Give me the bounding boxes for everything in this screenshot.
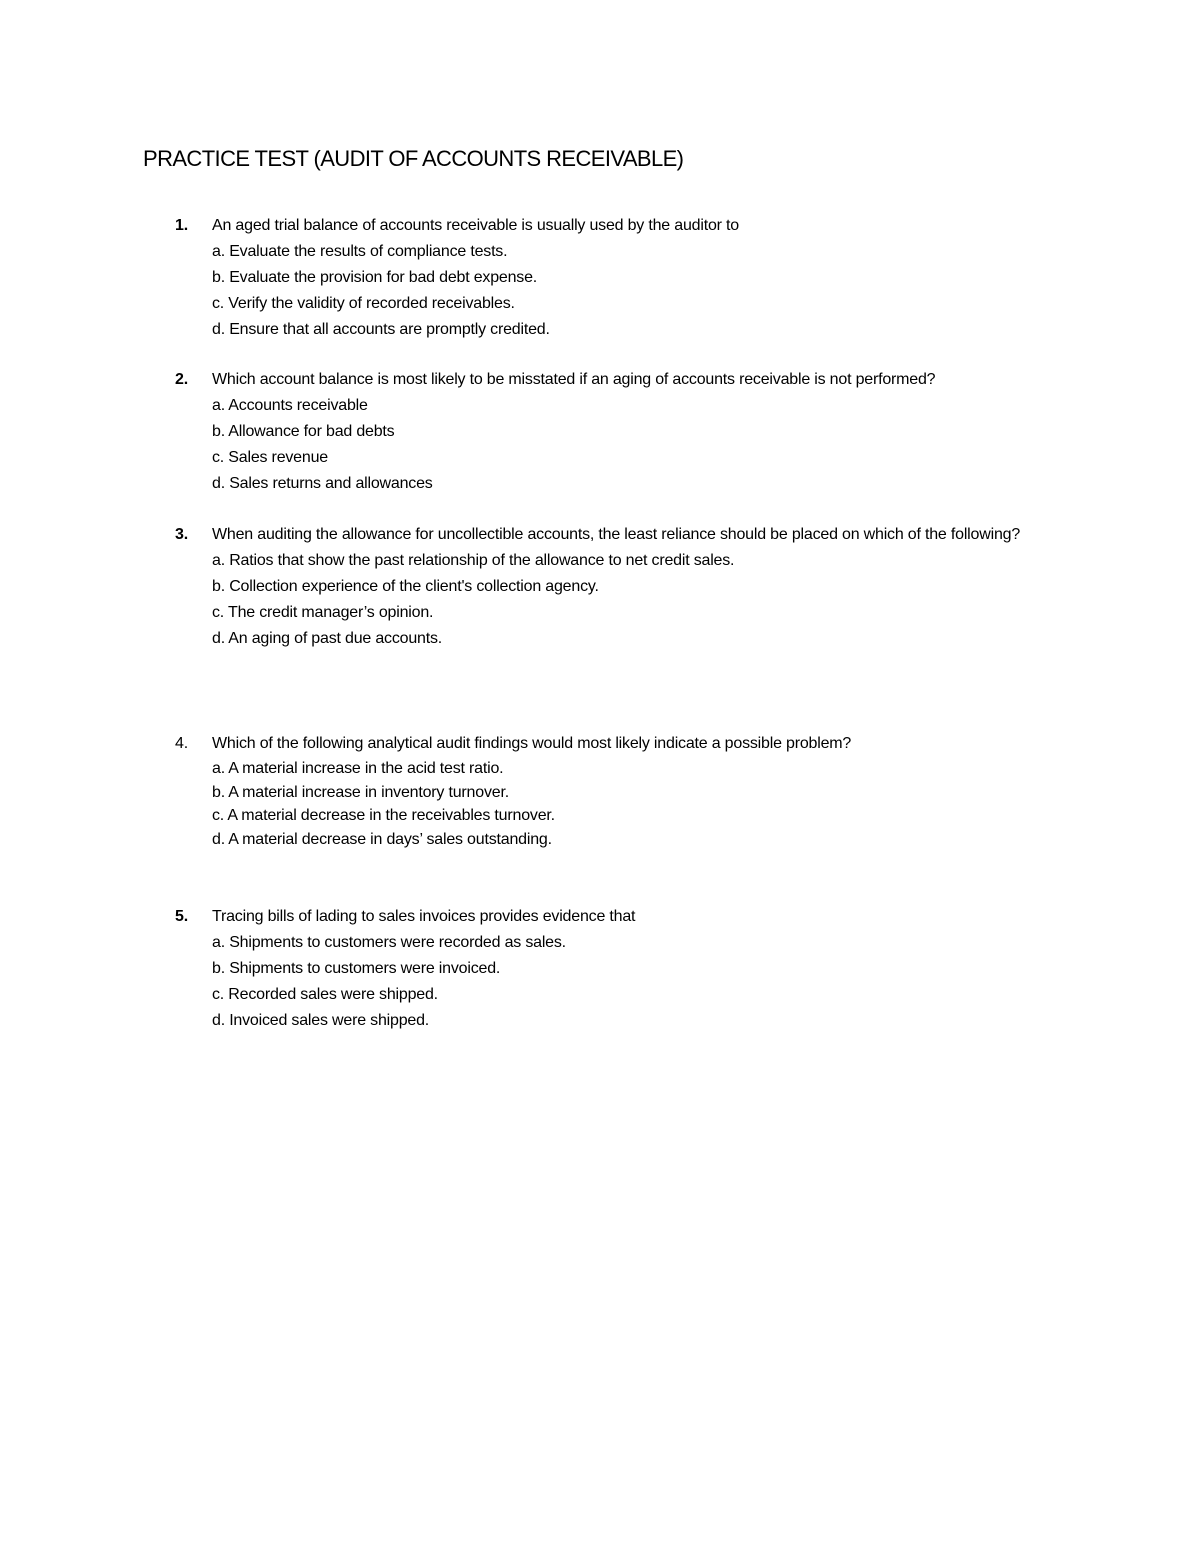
question-4-option-c: c. A material decrease in the receivables turnover. bbox=[212, 807, 555, 824]
question-5-option-a: a. Shipments to customers were recorded as sales. bbox=[212, 934, 566, 951]
question-1-number: 1. bbox=[175, 217, 188, 234]
question-1-option-d: d. Ensure that all accounts are promptly credited. bbox=[212, 321, 550, 338]
question-2-option-c: c. Sales revenue bbox=[212, 449, 328, 466]
question-3-option-b: b. Collection experience of the client's collection agency. bbox=[212, 578, 599, 595]
question-5-options bbox=[212, 930, 1075, 1034]
question-1-options bbox=[212, 239, 1075, 343]
question-4-option-a: a. A material increase in the acid test ratio. bbox=[212, 760, 504, 777]
question-5-option-c: c. Recorded sales were shipped. bbox=[212, 986, 438, 1003]
question-5-option-b: b. Shipments to customers were invoiced. bbox=[212, 960, 501, 977]
question-3-option-a: a. Ratios that show the past relationship of the allowance to net credit sales. bbox=[212, 552, 735, 569]
question-4-option-b: b. A material increase in inventory turnover. bbox=[212, 783, 509, 801]
question-3 bbox=[175, 522, 1075, 652]
question-3-options bbox=[212, 548, 1075, 652]
question-5-option-d: d. Invoiced sales were shipped. bbox=[212, 1012, 430, 1029]
question-2-option-a: a. Accounts receivable bbox=[212, 397, 368, 414]
question-5-stem bbox=[175, 904, 1075, 930]
question-2-number: 2. bbox=[175, 371, 188, 388]
question-4-text: Which of the following analytical audit findings would most likely indicate a possible problem? bbox=[212, 735, 852, 752]
question-3-text: When auditing the allowance for uncollectible accounts, the least reliance should be placed on which of the following? bbox=[212, 526, 1021, 543]
question-3-option-d: d. An aging of past due accounts. bbox=[212, 630, 443, 647]
question-2-stem bbox=[175, 367, 1075, 393]
question-5-text: Tracing bills of lading to sales invoices provides evidence that bbox=[212, 908, 636, 925]
question-2-option-b: b. Allowance for bad debts bbox=[212, 423, 395, 440]
question-3-number: 3. bbox=[175, 526, 188, 543]
question-4-number: 4. bbox=[175, 735, 188, 752]
question-3-option-c: c. The credit manager’s opinion. bbox=[212, 604, 434, 621]
question-1-stem bbox=[175, 213, 1075, 239]
question-4-option-d: d. A material decrease in days’ sales outstanding. bbox=[212, 830, 552, 848]
question-1-option-b: b. Evaluate the provision for bad debt expense. bbox=[212, 269, 538, 286]
question-4 bbox=[175, 731, 1075, 851]
question-5 bbox=[175, 904, 1075, 1034]
question-1-text: An aged trial balance of accounts receivable is usually used by the auditor to bbox=[212, 217, 739, 234]
question-1-option-c: c. Verify the validity of recorded receivables. bbox=[212, 295, 515, 312]
question-5-number: 5. bbox=[175, 908, 188, 925]
question-2 bbox=[175, 367, 1075, 497]
question-4-stem bbox=[175, 731, 1075, 757]
question-2-option-d: d. Sales returns and allowances bbox=[212, 475, 433, 492]
question-1-option-a: a. Evaluate the results of compliance tests. bbox=[212, 243, 508, 260]
question-2-options bbox=[212, 393, 1075, 497]
question-2-text: Which account balance is most likely to be misstated if an aging of accounts receivable is not performed? bbox=[212, 371, 936, 388]
question-4-options bbox=[212, 757, 1075, 851]
page-title: PRACTICE TEST (AUDIT OF ACCOUNTS RECEIVABLE) bbox=[143, 146, 684, 171]
question-1 bbox=[175, 213, 1075, 343]
question-3-stem bbox=[175, 522, 1075, 548]
